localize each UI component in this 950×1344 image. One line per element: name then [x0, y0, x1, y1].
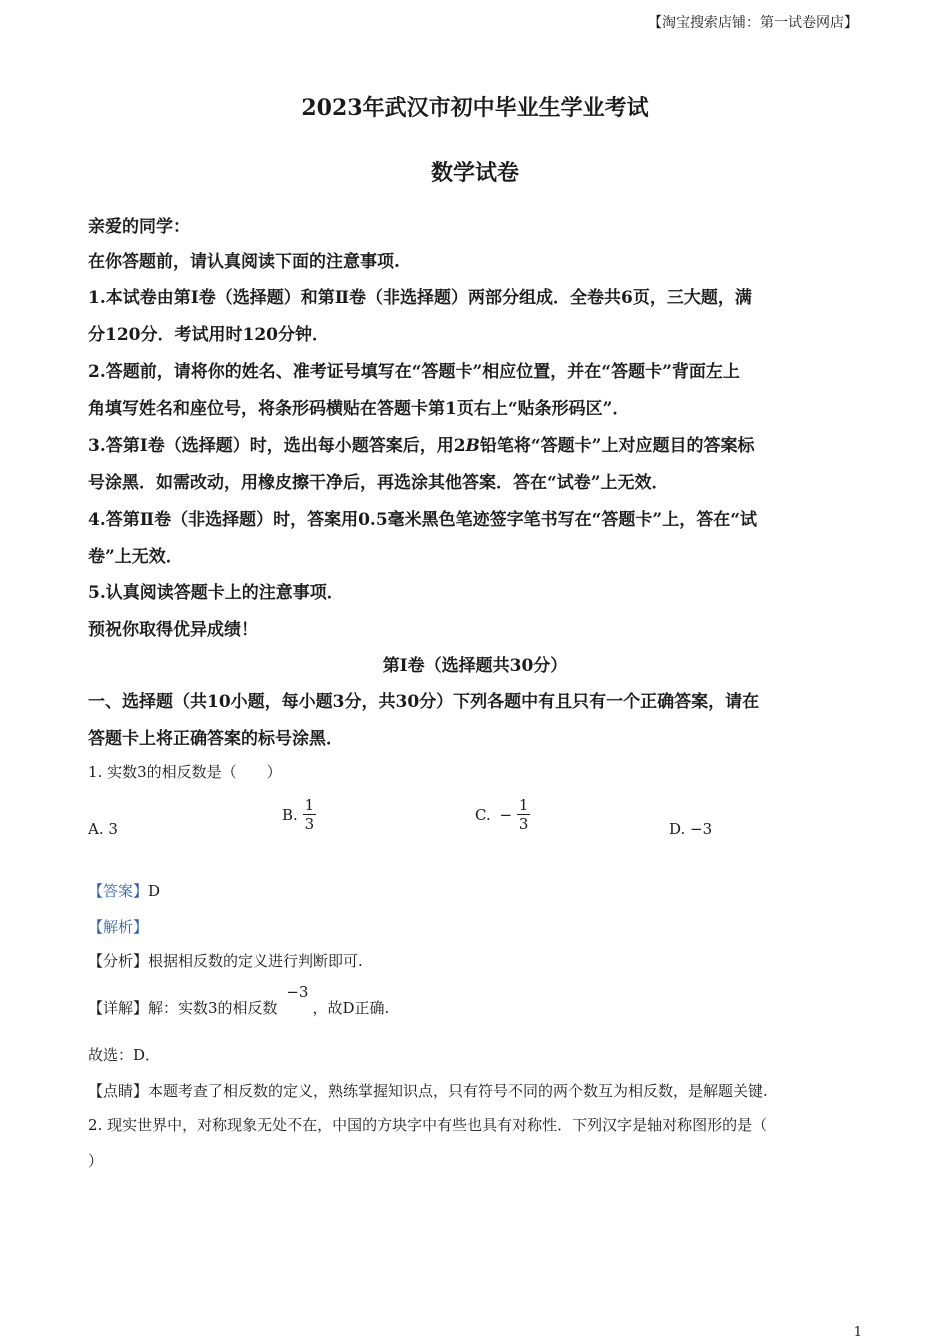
question-1-fenxi: 【分析】根据相反数的定义进行判断即可. — [88, 952, 363, 970]
notice-item-1a: 1.本试卷由第Ⅰ卷（选择题）和第Ⅱ卷（非选择题）两部分组成．全卷共6页，三大题，满 — [88, 288, 752, 308]
question-1-choice: 故选：D． — [88, 1046, 161, 1064]
option-b-label: B. — [282, 805, 298, 824]
option-b-fraction — [303, 796, 317, 833]
section-1-title: 第Ⅰ卷（选择题共30分） — [382, 656, 568, 676]
exam-title: 2023年武汉市初中毕业生学业考试 — [301, 95, 649, 121]
option-b-numerator: 1 — [304, 796, 315, 814]
notice-intro: 在你答题前，请认真阅读下面的注意事项. — [88, 252, 400, 272]
notice-item-3a-b: B — [465, 436, 480, 456]
notice-item-4b: 卷”上无效． — [88, 547, 183, 567]
part-1-instruction-a: 一、选择题（共10小题，每小题3分，共30分）下列各题中有且只有一个正确答案，请在 — [88, 692, 760, 712]
notice-greeting: 亲爱的同学： — [88, 217, 190, 237]
option-c-numerator: 1 — [518, 796, 529, 814]
notice-item-2b: 角填写姓名和座位号，将条形码横贴在答题卡第1页右上“贴条形码区”． — [88, 399, 630, 419]
answer-value: D — [148, 882, 161, 900]
answer-tag: 【答案】 — [88, 882, 149, 900]
option-c-fraction — [517, 796, 531, 833]
notice-item-3a — [88, 431, 754, 456]
detail-value: −3 — [286, 983, 309, 1001]
question-1-analysis-tag: 【解析】 — [88, 918, 149, 936]
detail-pre: 【详解】解：实数3的相反数 — [88, 999, 278, 1017]
option-c-label: C. — [475, 805, 491, 824]
notice-item-4a: 4.答第Ⅱ卷（非选择题）时，答案用0.5毫米黑色笔迹签字笔书写在“答题卡”上，答在“试 — [88, 510, 757, 530]
question-1-option-c — [475, 796, 530, 833]
question-1-answer — [88, 880, 160, 901]
page-number: 1 — [853, 1325, 862, 1340]
question-1-option-d: D. −3 — [669, 820, 713, 838]
question-2-stem-a: 2. 现实世界中，对称现象无处不在，中国的方块字中有些也具有对称性．下列汉字是轴对称图形的是（ — [88, 1116, 768, 1134]
option-b-denominator: 3 — [304, 815, 315, 833]
header-note: 【淘宝搜索店铺：第一试卷网店】 — [648, 15, 858, 31]
notice-item-3a-pre: 3.答第Ⅰ卷（选择题）时，选出每小题答案后，用2 — [88, 436, 466, 456]
notice-item-1b: 分120分．考试用时120分钟． — [88, 325, 329, 345]
question-1-tip: 【点睛】本题考查了相反数的定义，熟练掌握知识点，只有符号不同的两个数互为相反数，是解题关键. — [88, 1082, 768, 1100]
question-1-stem: 1. 实数3的相反数是（ ） — [88, 763, 282, 781]
question-1-option-b — [282, 796, 316, 833]
question-2-stem-b: ） — [88, 1152, 104, 1170]
question-1-option-a: A. 3 — [88, 820, 118, 838]
notice-item-3a-post: 铅笔将“答题卡”上对应题目的答案标 — [479, 436, 755, 456]
detail-post: ，故D正确. — [312, 999, 390, 1017]
notice-item-5: 5.认真阅读答题卡上的注意事项． — [88, 583, 344, 603]
notice-wish: 预祝你取得优异成绩！ — [88, 620, 258, 640]
part-1-instruction-b: 答题卡上将正确答案的标号涂黑． — [88, 729, 343, 749]
option-c-denominator: 3 — [518, 815, 529, 833]
notice-item-3b: 号涂黑．如需改动，用橡皮擦干净后，再选涂其他答案．答在“试卷”上无效． — [88, 473, 669, 493]
notice-item-2a: 2.答题前，请将你的姓名、准考证号填写在“答题卡”相应位置，并在“答题卡”背面左上 — [88, 362, 740, 382]
option-c-sign: − — [499, 805, 513, 824]
question-1-detail — [88, 983, 390, 1018]
exam-subtitle: 数学试卷 — [430, 160, 519, 186]
